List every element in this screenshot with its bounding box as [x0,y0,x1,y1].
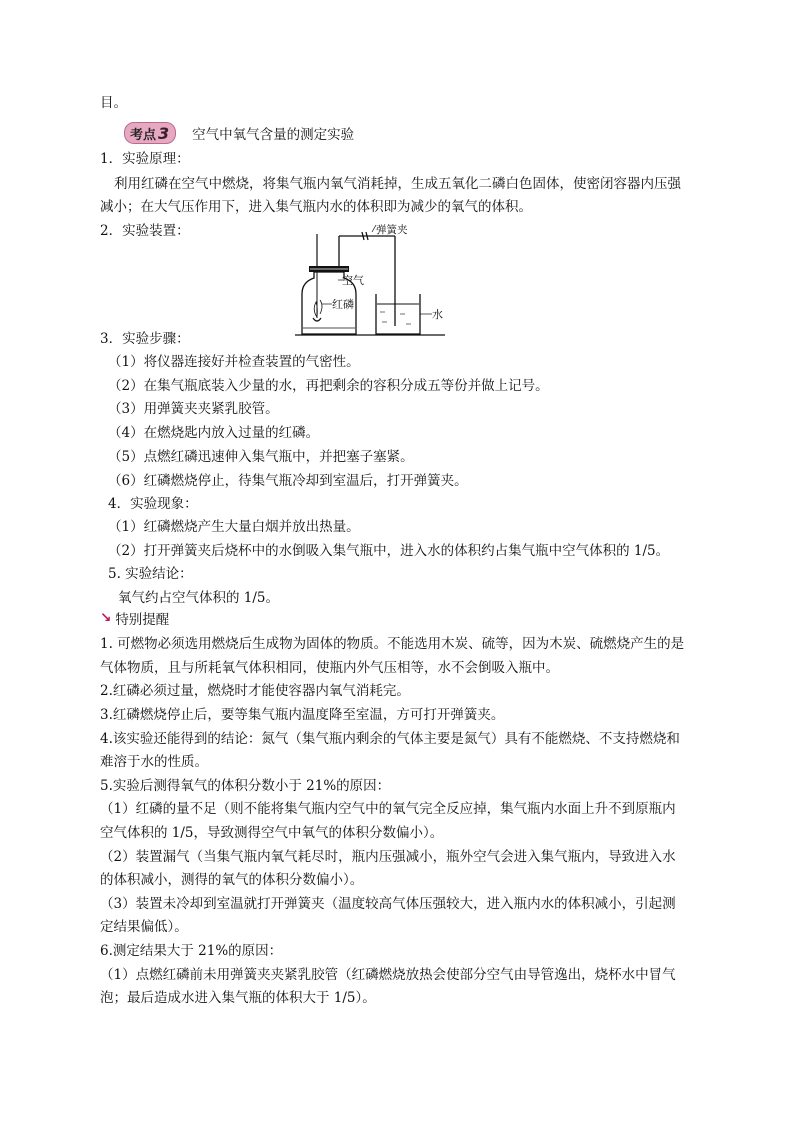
steps-heading: 3．实验步骤： [100,331,190,347]
label-clip: 弹簧夹 [376,224,408,236]
step-item: （5）点燃红磷迅速伸入集气瓶中，并把塞子塞紧。 [108,449,414,465]
section-header [124,121,354,145]
principle-line-1: 利用红磷在空气中燃烧，将集气瓶内氧气消耗掉，生成五氧化二磷白色固体，使密闭容器内压强 [114,176,681,192]
apparatus-heading: 2．实验装置： [100,223,190,239]
reminder-line: 空气体积的 1/5，导致测得空气中氧气的体积分数偏小）。 [100,825,444,841]
kaodian-badge [124,122,176,144]
reminder-line: （1）点燃红磷前未用弹簧夹夹紧乳胶管（红磷燃烧放热会使部分空气由导管逸出，烧杯水中冒气 [100,967,676,983]
kaodian-badge-number: 3 [158,123,170,143]
reminder-line: 5.实验后测得氧气的体积分数小于 21%的原因： [100,778,391,794]
conclusion-text: 氧气约占空气体积的 1/5。 [118,590,280,606]
label-water: 水 [432,308,443,321]
reminder-line: 3.红磷燃烧停止后，要等集气瓶内温度降至室温，方可打开弹簧夹。 [100,707,505,723]
phenomena-item: （1）红磷燃烧产生大量白烟并放出热量。 [108,519,360,535]
step-item: （3）用弹簧夹夹紧乳胶管。 [108,401,279,417]
phenomena-item: （2）打开弹簧夹后烧杯中的水倒吸入集气瓶中，进入水的体积约占集气瓶中空气体积的 1/5。 [108,543,670,559]
step-item: （1）将仪器连接好并检查装置的气密性。 [108,354,360,370]
continued-text: 目。 [100,95,127,111]
reminder-line: 的体积减小，测得的氧气的体积分数偏小）。 [100,872,364,888]
label-phosphorus: 红磷 [332,298,354,311]
phenomena-heading: 4．实验现象： [108,496,198,512]
reminder-line: 1. 可燃物必须选用燃烧后生成物为固体的物质。不能选用木炭、硫等，因为木炭、硫燃烧产生的是 [100,636,685,652]
section-title: 空气中氧气含量的测定实验 [192,127,355,143]
reminder-line: 气体物质，且与所耗氧气体积相同，使瓶内外气压相等，水不会倒吸入瓶中。 [100,660,559,676]
label-air: 空气 [342,274,364,287]
reminder-line: 2.红磷必须过量，燃烧时才能使容器内氧气消耗完。 [100,683,410,699]
principle-heading: 1．实验原理： [100,151,190,167]
reminder-line: 泡；最后造成水进入集气瓶的体积大于 1/5）。 [100,990,376,1006]
reminder-line: 6.测定结果大于 21%的原因： [100,943,283,959]
step-item: （2）在集气瓶底装入少量的水，再把剩余的容积分成五等份并做上记号。 [108,378,549,394]
reminder-title: 特别提醒 [115,612,170,628]
reminder-line: （2）装置漏气（当集气瓶内氧气耗尽时，瓶内压强减小，瓶外空气会进入集气瓶内，导致进入水 [100,849,676,865]
reminder-line: （1）红磷的量不足（则不能将集气瓶内空气中的氧气完全反应掉，集气瓶内水面上升不到原瓶内 [100,801,676,817]
step-item: （6）红磷燃烧停止，待集气瓶冷却到室温后，打开弹簧夹。 [108,473,468,489]
reminder-line: 难溶于水的性质。 [100,754,208,770]
reminder-line: 4.该实验还能得到的结论：氮气（集气瓶内剩余的气体主要是氮气）具有不能燃烧、不支持燃烧和 [100,731,680,747]
apparatus-diagram [290,222,450,337]
step-item: （4）在燃烧匙内放入过量的红磷。 [108,425,320,441]
special-reminder-header [100,608,169,628]
reminder-arrow-icon: ↘ [100,610,112,626]
reminder-line: 定结果偏低）。 [100,919,188,935]
conclusion-heading: 5. 实验结论： [108,566,193,582]
kaodian-badge-label: 考点 [130,127,157,143]
reminder-line: （3）装置未冷却到室温就打开弹簧夹（温度较高气体压强较大，进入瓶内水的体积减小，引起测 [100,896,676,912]
principle-line-2: 减小；在大气压作用下，进入集气瓶内水的体积即为减少的氧气的体积。 [100,199,532,215]
